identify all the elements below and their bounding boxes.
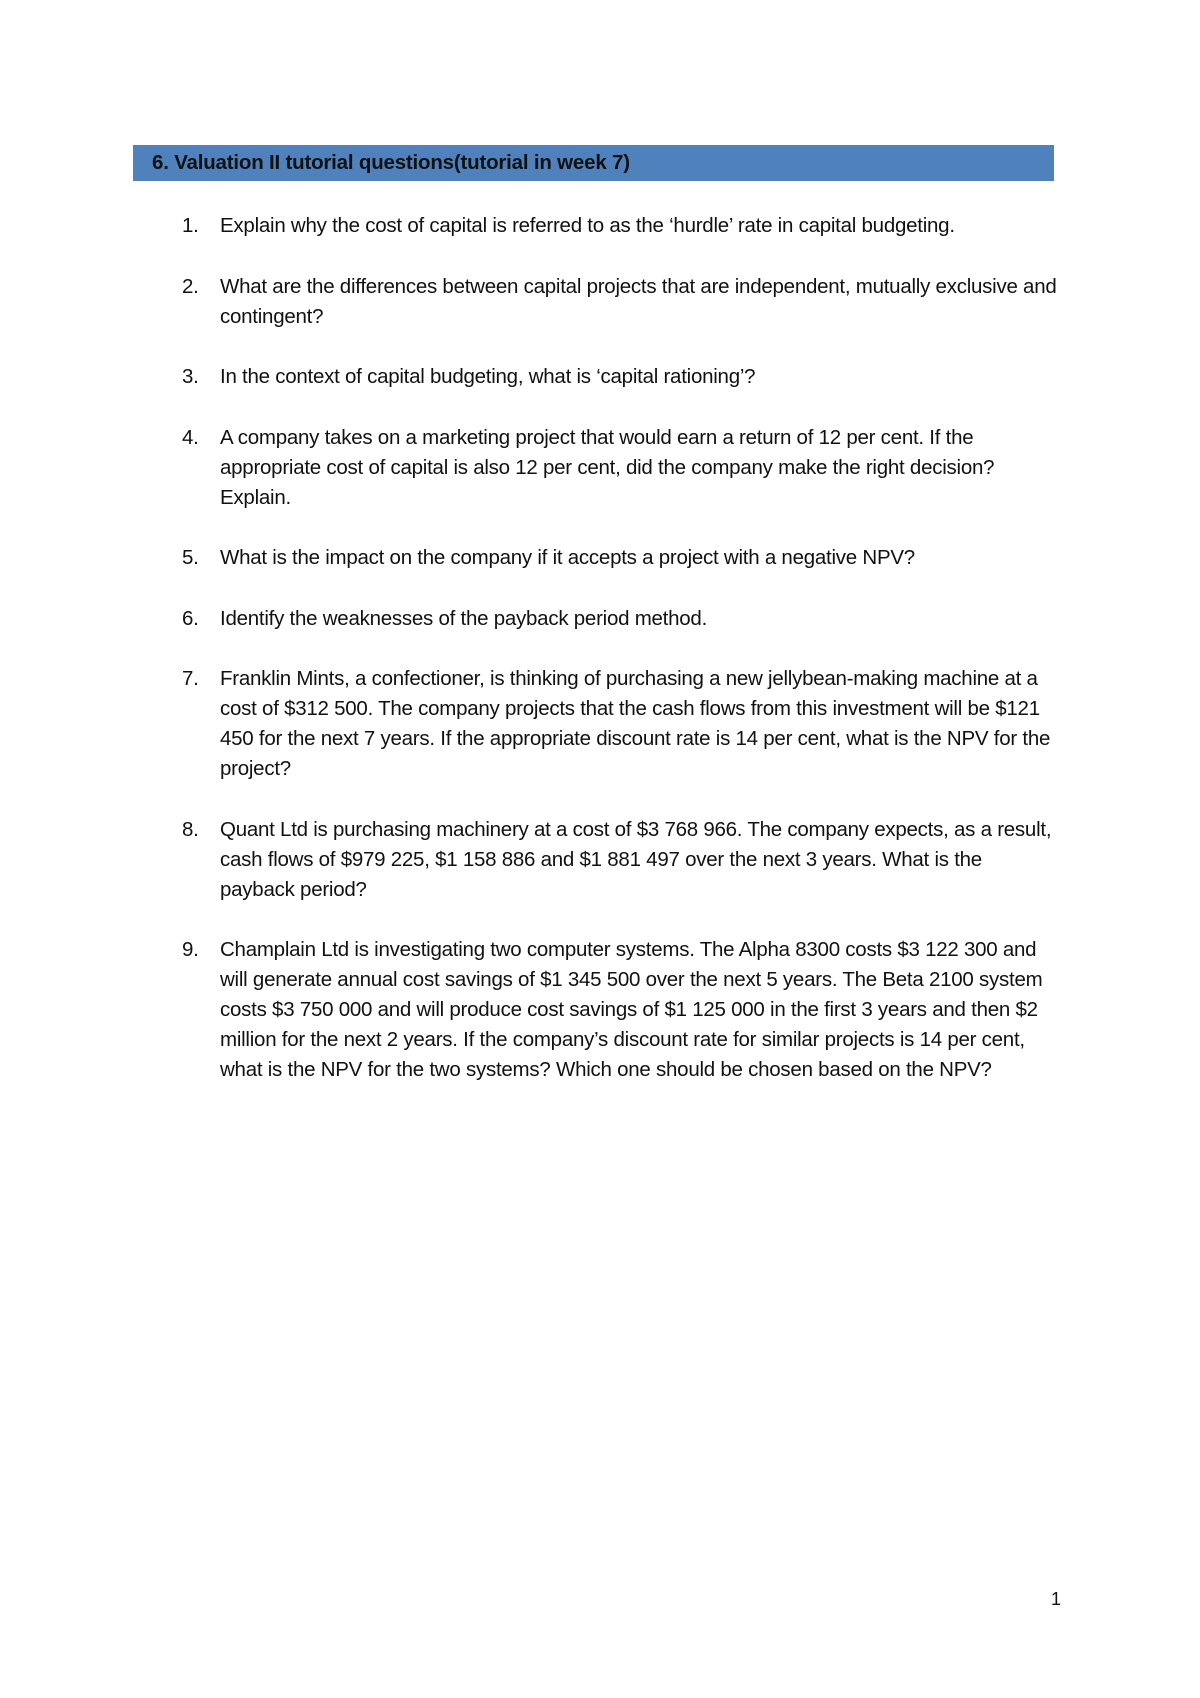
question-list [176,211,1076,1116]
question-number: 6. [182,606,199,630]
section-header [133,145,1054,181]
question-text: What is the impact on the company if it accepts a project with a negative NPV? [220,546,915,569]
question-item [176,423,1060,513]
question-number: 4. [182,425,199,449]
question-text: Identify the weaknesses of the payback period method. [220,606,708,630]
question-text: Franklin Mints, a confectioner, is thinking of purchasing a new jellybean-making machine at a cost of $312 500. The company projects that the cash flows from this investment will be $121 450 for the next 7 years. If the appropriate discount rate is 14 per cent, what is the NPV for the project? [220,667,1051,780]
question-number: 1. [182,214,199,237]
question-number: 2. [182,274,199,298]
question-item [176,935,1060,1085]
question-number: 9. [182,938,199,961]
question-text: Explain why the cost of capital is referred to as the ‘hurdle’ rate in capital budgeting. [220,214,955,237]
question-item [176,272,1060,332]
question-item [176,362,1060,392]
question-item [176,211,1060,241]
question-item [176,543,1060,573]
question-number: 5. [182,546,199,569]
section-title: 6. Valuation II tutorial questions(tutorial in week 7) [152,151,630,174]
question-text: A company takes on a marketing project that would earn a return of 12 per cent. If the appropriate cost of capital is also 12 per cent, did the company make the right decision? Explain. [220,425,995,509]
page-number: 1 [1051,1589,1062,1609]
question-number: 7. [182,667,199,690]
question-item [176,664,1060,784]
question-text: What are the differences between capital projects that are independent, mutually exclusive and contingent? [220,274,1057,328]
question-text: Champlain Ltd is investigating two computer systems. The Alpha 8300 costs $3 122 300 and will generate annual cost savings of $1 345 500 over the next 5 years. The Beta 2100 system costs $3 750 000 and will produce cost savings of $1 125 000 in the first 3 years and then $2 million for the next 2 years. If the company’s discount rate for similar projects is 14 per cent, what is the NPV for the two systems? Which one should be chosen based on the NPV? [220,938,1043,1081]
question-item [176,604,1060,634]
question-number: 8. [182,817,199,841]
question-item [176,815,1060,905]
question-number: 3. [182,365,199,388]
question-text: In the context of capital budgeting, what is ‘capital rationing’? [220,365,756,388]
question-text: Quant Ltd is purchasing machinery at a cost of $3 768 966. The company expects, as a result, cash flows of $979 225, $1 158 886 and $1 881 497 over the next 3 years. What is the payback period? [220,817,1052,901]
